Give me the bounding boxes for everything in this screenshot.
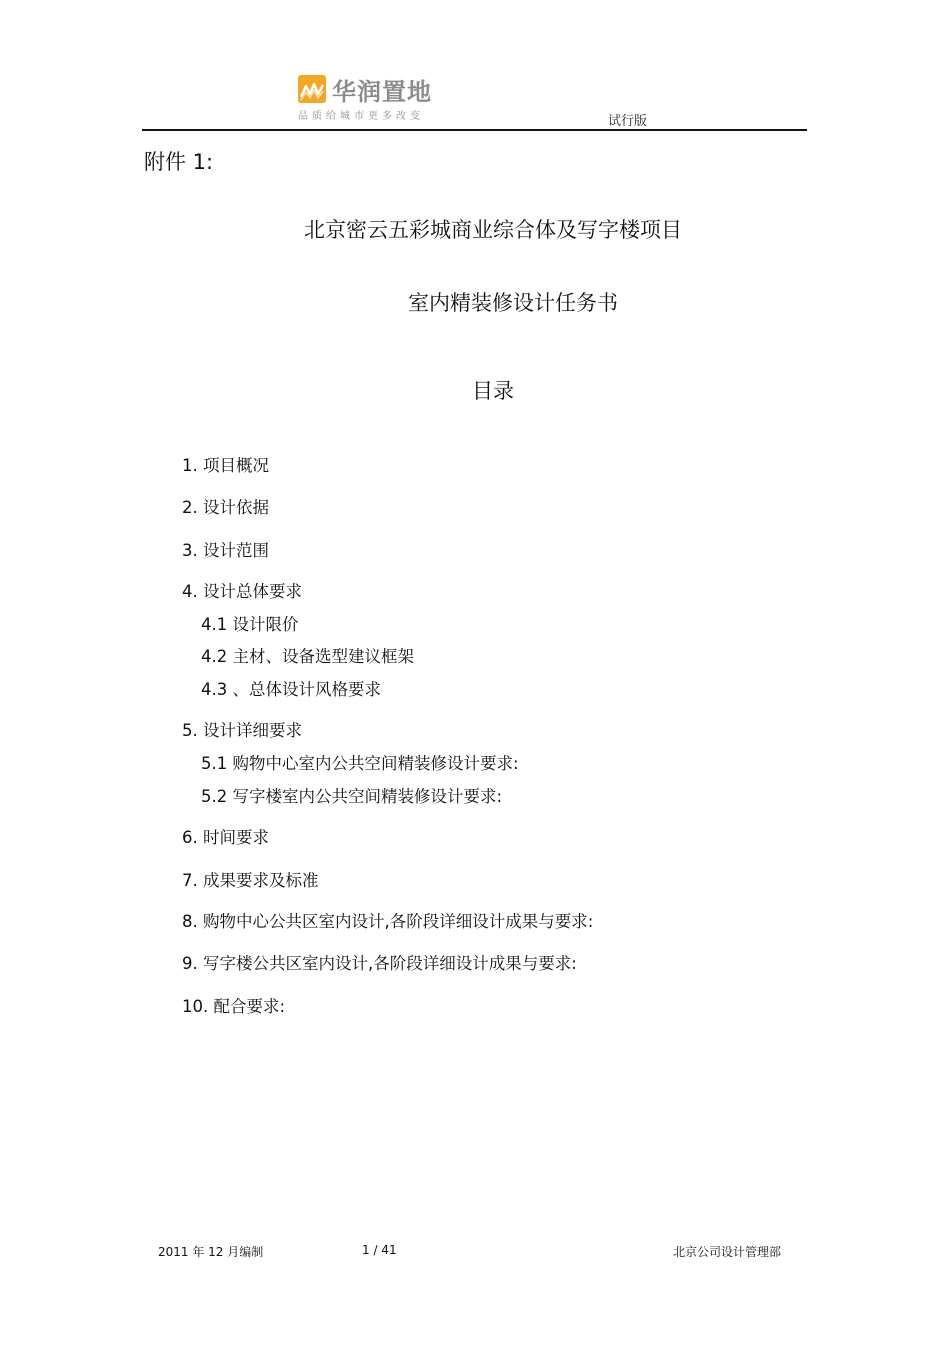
toc-item-5[interactable]: 5. 设计详细要求 <box>182 721 302 740</box>
logo-slogan: 品质给城市更多改变 <box>298 111 424 122</box>
toc-item-1[interactable]: 1. 项目概况 <box>182 456 269 475</box>
toc-heading: 目录 <box>472 379 514 403</box>
attachment-label: 附件 1: <box>144 150 214 174</box>
toc-item-3[interactable]: 3. 设计范围 <box>182 541 269 560</box>
footer-department: 北京公司设计管理部 <box>673 1245 782 1259</box>
toc-item-10[interactable]: 10. 配合要求: <box>182 997 286 1016</box>
company-logo <box>298 72 448 122</box>
header-divider <box>142 129 807 131</box>
document-title-line1: 北京密云五彩城商业综合体及写字楼项目 <box>304 218 682 242</box>
toc-item-4-2[interactable]: 4.2 主材、设备选型建议框架 <box>201 647 414 666</box>
footer-page-number: 1 / 41 <box>362 1243 397 1257</box>
toc-item-7[interactable]: 7. 成果要求及标准 <box>182 871 319 890</box>
footer-date: 2011 年 12 月编制 <box>158 1245 264 1259</box>
logo-mark-icon <box>298 75 326 103</box>
toc-item-4-1[interactable]: 4.1 设计限价 <box>201 615 299 634</box>
toc-item-2[interactable]: 2. 设计依据 <box>182 498 269 517</box>
toc-item-4[interactable]: 4. 设计总体要求 <box>182 582 302 601</box>
logo-text: 华润置地 <box>332 78 432 106</box>
toc-item-8[interactable]: 8. 购物中心公共区室内设计,各阶段详细设计成果与要求: <box>182 912 594 931</box>
toc-item-5-1[interactable]: 5.1 购物中心室内公共空间精装修设计要求: <box>201 754 519 773</box>
toc-item-4-3[interactable]: 4.3 、总体设计风格要求 <box>201 680 381 699</box>
document-title-line2: 室内精装修设计任务书 <box>408 291 618 315</box>
version-label: 试行版 <box>608 114 648 129</box>
toc-item-9[interactable]: 9. 写字楼公共区室内设计,各阶段详细设计成果与要求: <box>182 954 577 973</box>
toc-item-5-2[interactable]: 5.2 写字楼室内公共空间精装修设计要求: <box>201 787 503 806</box>
toc-item-6[interactable]: 6. 时间要求 <box>182 828 269 847</box>
